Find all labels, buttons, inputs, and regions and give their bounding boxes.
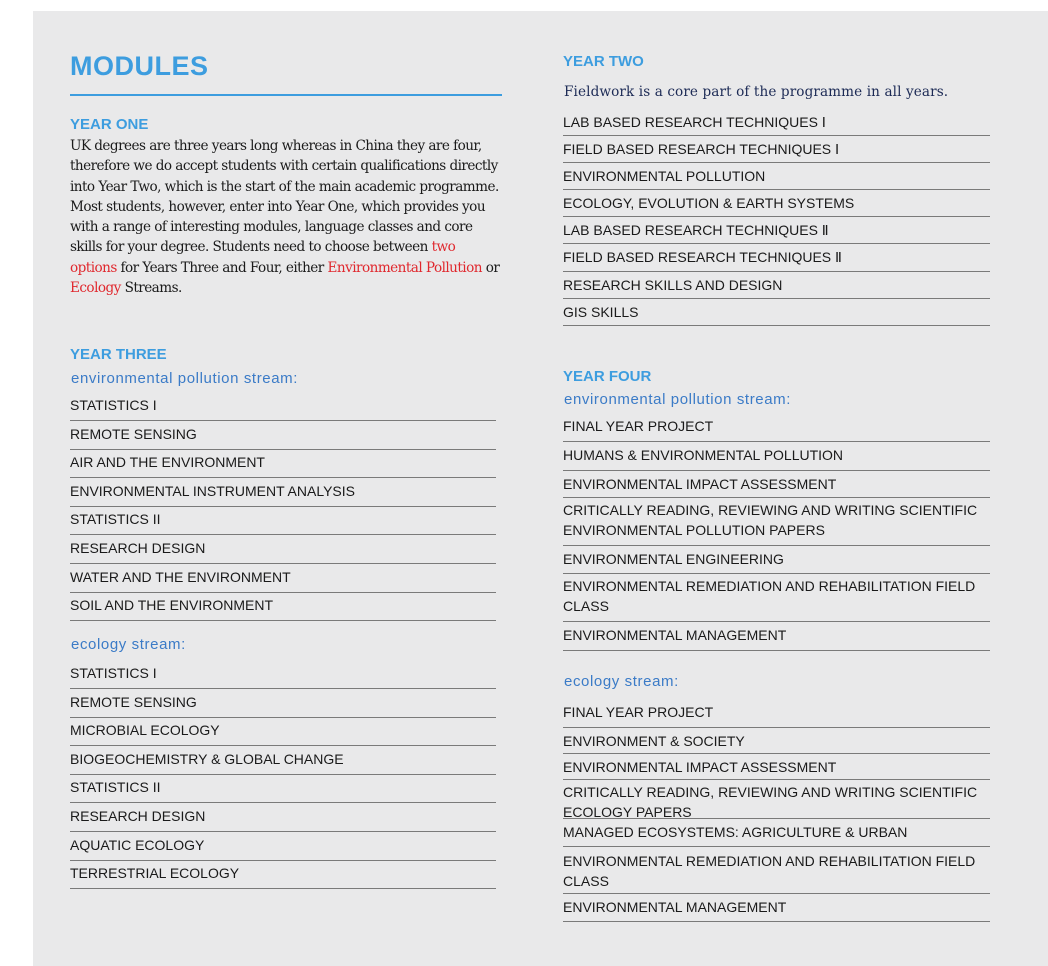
module-item: MANAGED ECOSYSTEMS: AGRICULTURE & URBAN — [563, 822, 990, 847]
module-item: REMOTE SENSING — [70, 692, 496, 718]
year-four-pollution-label: environmental pollution stream: — [564, 391, 792, 408]
module-item: ENVIRONMENTAL IMPACT ASSESSMENT — [563, 757, 990, 780]
module-item: ENVIRONMENTAL IMPACT ASSESSMENT — [563, 474, 990, 498]
module-item: ENVIRONMENTAL REMEDIATION AND REHABILITATION FIELD CLASS — [563, 852, 990, 894]
module-item: BIOGEOCHEMISTRY & GLOBAL CHANGE — [70, 749, 496, 775]
module-item: ENVIRONMENTAL MANAGEMENT — [563, 897, 990, 922]
pollution-highlight: Environmental Pollution — [327, 259, 482, 276]
year-two-heading: YEAR TWO — [563, 53, 644, 70]
module-item: FINAL YEAR PROJECT — [563, 702, 990, 728]
module-item: ENVIRONMENT & SOCIETY — [563, 731, 990, 754]
year-three-heading: YEAR THREE — [70, 346, 167, 363]
fieldwork-note: Fieldwork is a core part of the programme in all years. — [564, 84, 949, 100]
module-item: GIS SKILLS — [563, 302, 990, 326]
intro-text-4: Streams. — [120, 280, 182, 297]
module-item: LAB BASED RESEARCH TECHNIQUES Ⅱ — [563, 220, 990, 244]
module-item: ENVIRONMENTAL POLLUTION — [563, 166, 990, 190]
module-item: HUMANS & ENVIRONMENTAL POLLUTION — [563, 445, 990, 471]
year-one-heading: YEAR ONE — [70, 116, 149, 133]
module-item: STATISTICS II — [70, 777, 496, 803]
module-item: WATER AND THE ENVIRONMENT — [70, 567, 496, 593]
title-divider — [70, 94, 502, 96]
module-item: AIR AND THE ENVIRONMENT — [70, 452, 496, 478]
module-item: ENVIRONMENTAL INSTRUMENT ANALYSIS — [70, 481, 496, 507]
module-item: RESEARCH DESIGN — [70, 538, 496, 564]
module-item: STATISTICS I — [70, 663, 496, 689]
module-item: ECOLOGY, EVOLUTION & EARTH SYSTEMS — [563, 193, 990, 217]
module-item: TERRESTRIAL ECOLOGY — [70, 863, 496, 889]
intro-text-1: UK degrees are three years long whereas in China they are four, therefore we do accept students with certain qualifications directly into Year Two, which is the start of the main academic programme. Most students, however, enter into Year One, which provides you with a range of interesting modules, language classes and core skills for your degree. Students need to choose between — [70, 138, 499, 256]
module-item: RESEARCH SKILLS AND DESIGN — [563, 275, 990, 299]
module-item: CRITICALLY READING, REVIEWING AND WRITING SCIENTIFIC ECOLOGY PAPERS — [563, 783, 990, 819]
year-three-pollution-label: environmental pollution stream: — [71, 370, 299, 387]
ecology-highlight: Ecology — [70, 280, 121, 297]
page-title: MODULES — [70, 51, 209, 81]
module-item: LAB BASED RESEARCH TECHNIQUES Ⅰ — [563, 112, 990, 136]
module-item: ENVIRONMENTAL ENGINEERING — [563, 549, 990, 574]
module-item: CRITICALLY READING, REVIEWING AND WRITING SCIENTIFIC ENVIRONMENTAL POLLUTION PAPERS — [563, 501, 990, 546]
module-item: ENVIRONMENTAL MANAGEMENT — [563, 625, 990, 651]
module-item: STATISTICS I — [70, 395, 496, 421]
intro-text-3: or — [481, 259, 500, 276]
module-item: STATISTICS II — [70, 509, 496, 535]
intro-text-2: for Years Three and Four, either — [116, 259, 328, 276]
module-item: FIELD BASED RESEARCH TECHNIQUES Ⅱ — [563, 247, 990, 272]
year-four-heading: YEAR FOUR — [563, 368, 652, 385]
year-four-ecology-label: ecology stream: — [564, 673, 679, 690]
module-item: AQUATIC ECOLOGY — [70, 835, 496, 861]
brochure-page — [33, 11, 1048, 966]
module-item: REMOTE SENSING — [70, 424, 496, 450]
module-item: SOIL AND THE ENVIRONMENT — [70, 595, 496, 621]
year-one-description — [70, 136, 502, 298]
module-item: ENVIRONMENTAL REMEDIATION AND REHABILITATION FIELD CLASS — [563, 577, 990, 622]
module-item: FINAL YEAR PROJECT — [563, 416, 990, 442]
year-three-ecology-label: ecology stream: — [71, 636, 186, 653]
module-item: MICROBIAL ECOLOGY — [70, 720, 496, 746]
two-options-highlight: two options — [70, 239, 456, 276]
module-item: RESEARCH DESIGN — [70, 806, 496, 832]
module-item: FIELD BASED RESEARCH TECHNIQUES Ⅰ — [563, 139, 990, 163]
